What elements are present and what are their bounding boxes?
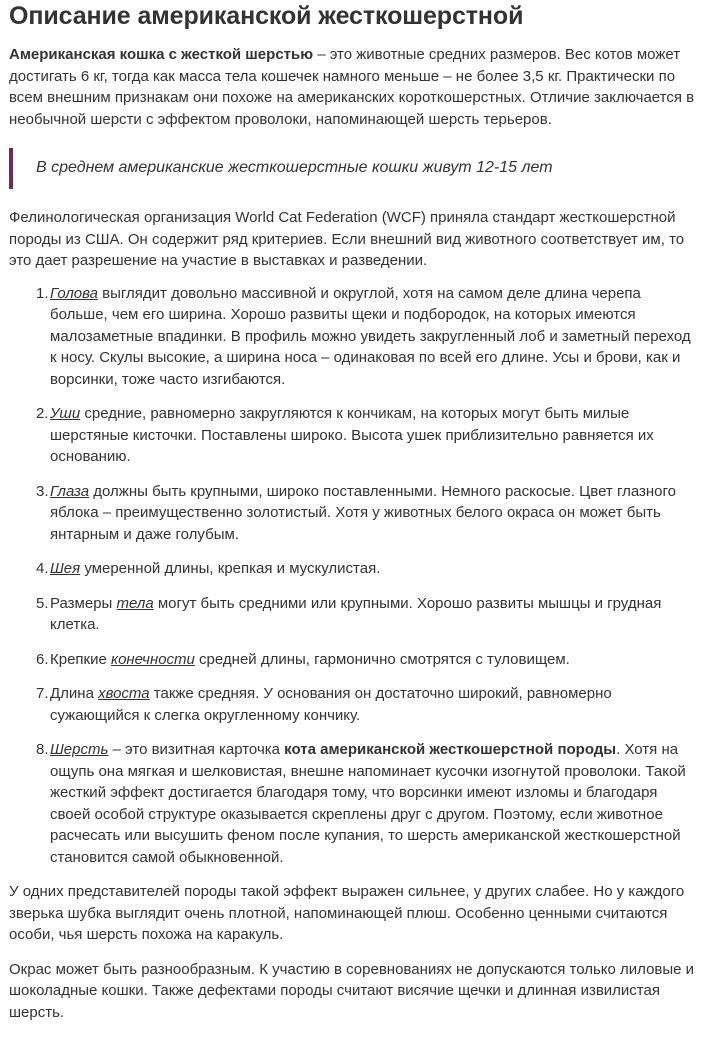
list-number: 7. bbox=[36, 685, 49, 702]
list-item bbox=[9, 593, 697, 636]
list-text: средние, равномерно закругляются к кончикам, на которых могут быть милые шерстяные кисточки. Поставлены широко. Высота ушек приблизительно равняется их основанию. bbox=[50, 405, 654, 465]
list-number: 1. bbox=[36, 284, 49, 302]
list-text: также средняя. У основания он достаточно широкий, равномерно сужающийся к слегка округленному кончику. bbox=[50, 685, 612, 724]
list-item bbox=[9, 481, 697, 546]
list-number: 6. bbox=[36, 650, 49, 668]
term-head: Голова bbox=[50, 284, 98, 302]
term-coat: Шерсть bbox=[50, 741, 109, 758]
list-number: 8. bbox=[36, 741, 49, 758]
list-number: 2. bbox=[36, 405, 49, 422]
lifespan-quote: В среднем американские жесткошерстные кошки живут 12-15 лет bbox=[9, 148, 697, 189]
list-item bbox=[9, 649, 697, 671]
list-text-2: . Хотя на ощупь она мягкая и шелковистая, внешне напоминает кусочки изогнутой проволоки. Такой жесткий эффект достигается благодаря тому, что ворсинки имеют изломы и благодаря своей особой структуре оказывается скреплены друг с другом. Поэтому, если животное расчесать или высушить феном после купания, то шерсть американской жесткошерстной становится самой обыкновенной. bbox=[50, 741, 686, 866]
list-number: 5. bbox=[36, 594, 49, 612]
standard-intro-paragraph: Фелинологическая организация World Cat Federation (WCF) приняла стандарт жесткошерстной породы из США. Он содержит ряд критериев. Если внешний вид животного соответствует им, то это дает разрешение на участие в выставках и разведении. bbox=[9, 209, 685, 269]
list-text: средней длины, гармонично смотрятся с туловищем. bbox=[194, 650, 570, 668]
intro-bold: Американская кошка с жесткой шерстью bbox=[9, 46, 314, 63]
term-tail: хвоста bbox=[98, 685, 150, 702]
term-limbs: конечности bbox=[111, 650, 195, 668]
section-heading: Описание американской жесткошерстной bbox=[9, 2, 524, 30]
term-neck: Шея bbox=[50, 560, 81, 577]
term-ears: Уши bbox=[50, 405, 81, 422]
list-pre: Длина bbox=[50, 685, 99, 702]
list-text: могут быть средними или крупными. Хорошо развиты мышцы и грудная клетка. bbox=[50, 594, 662, 633]
list-text: умеренной длины, крепкая и мускулистая. bbox=[80, 560, 381, 577]
list-text: выглядит довольно массивной и округлой, хотя на самом деле длина черепа больше, чем его ширина. Хорошо развиты щеки и подбородок, на которых имеются малозаметные впадинки. В профиль можно увидеть закругленный лоб и заметный переход к носу. Скулы высокие, а ширина носа – одинаковая по всей его длине. Усы и брови, как и ворсинки, тоже часто изгибаются. bbox=[50, 284, 691, 388]
list-number: 3. bbox=[36, 482, 49, 500]
intro-text: – это животные средних размеров. Вес котов может достигать 6 кг, тогда как масса тела кошечек намного меньше – не более 3,5 кг. Практически по всем внешним признакам они похоже на американских короткошерстных. Отличие заключается в необычной шерсти с эффектом проволоки, напоминающей шерсть терьеров. bbox=[9, 46, 695, 128]
list-item bbox=[9, 403, 697, 468]
term-body: тела bbox=[116, 594, 154, 612]
list-pre: Крепкие bbox=[50, 650, 111, 668]
term-eyes: Глаза bbox=[50, 482, 90, 500]
list-number: 4. bbox=[36, 560, 49, 577]
list-pre: Размеры bbox=[50, 594, 117, 612]
list-text: – это визитная карточка bbox=[108, 741, 285, 758]
effect-paragraph: У одних представителей породы такой эффект выражен сильнее, у других слабее. Но у каждого зверька шубка выглядит очень плотной, напоминающей плюш. Особенно ценными считаются особи, чья шерсть похожа на каракуль. bbox=[9, 883, 685, 943]
list-bold: кота американской жесткошерстной породы bbox=[284, 741, 617, 758]
list-item bbox=[9, 558, 697, 580]
list-item bbox=[9, 739, 697, 868]
list-item bbox=[9, 283, 697, 391]
intro-paragraph bbox=[9, 44, 697, 130]
list-text: должны быть крупными, широко поставленными. Немного раскосые. Цвет глазного яблока – преимущественно золотистый. Хотя у животных белого окраса он может быть янтарным и даже голубым. bbox=[50, 482, 677, 543]
list-item bbox=[9, 683, 697, 726]
color-paragraph: Окрас может быть разнообразным. К участию в соревнованиях не допускаются только лиловые и шоколадные кошки. Также дефектами породы считают висячие щечки и длинная извилистая шерсть. bbox=[9, 960, 695, 1021]
breed-standard-list bbox=[9, 283, 697, 869]
